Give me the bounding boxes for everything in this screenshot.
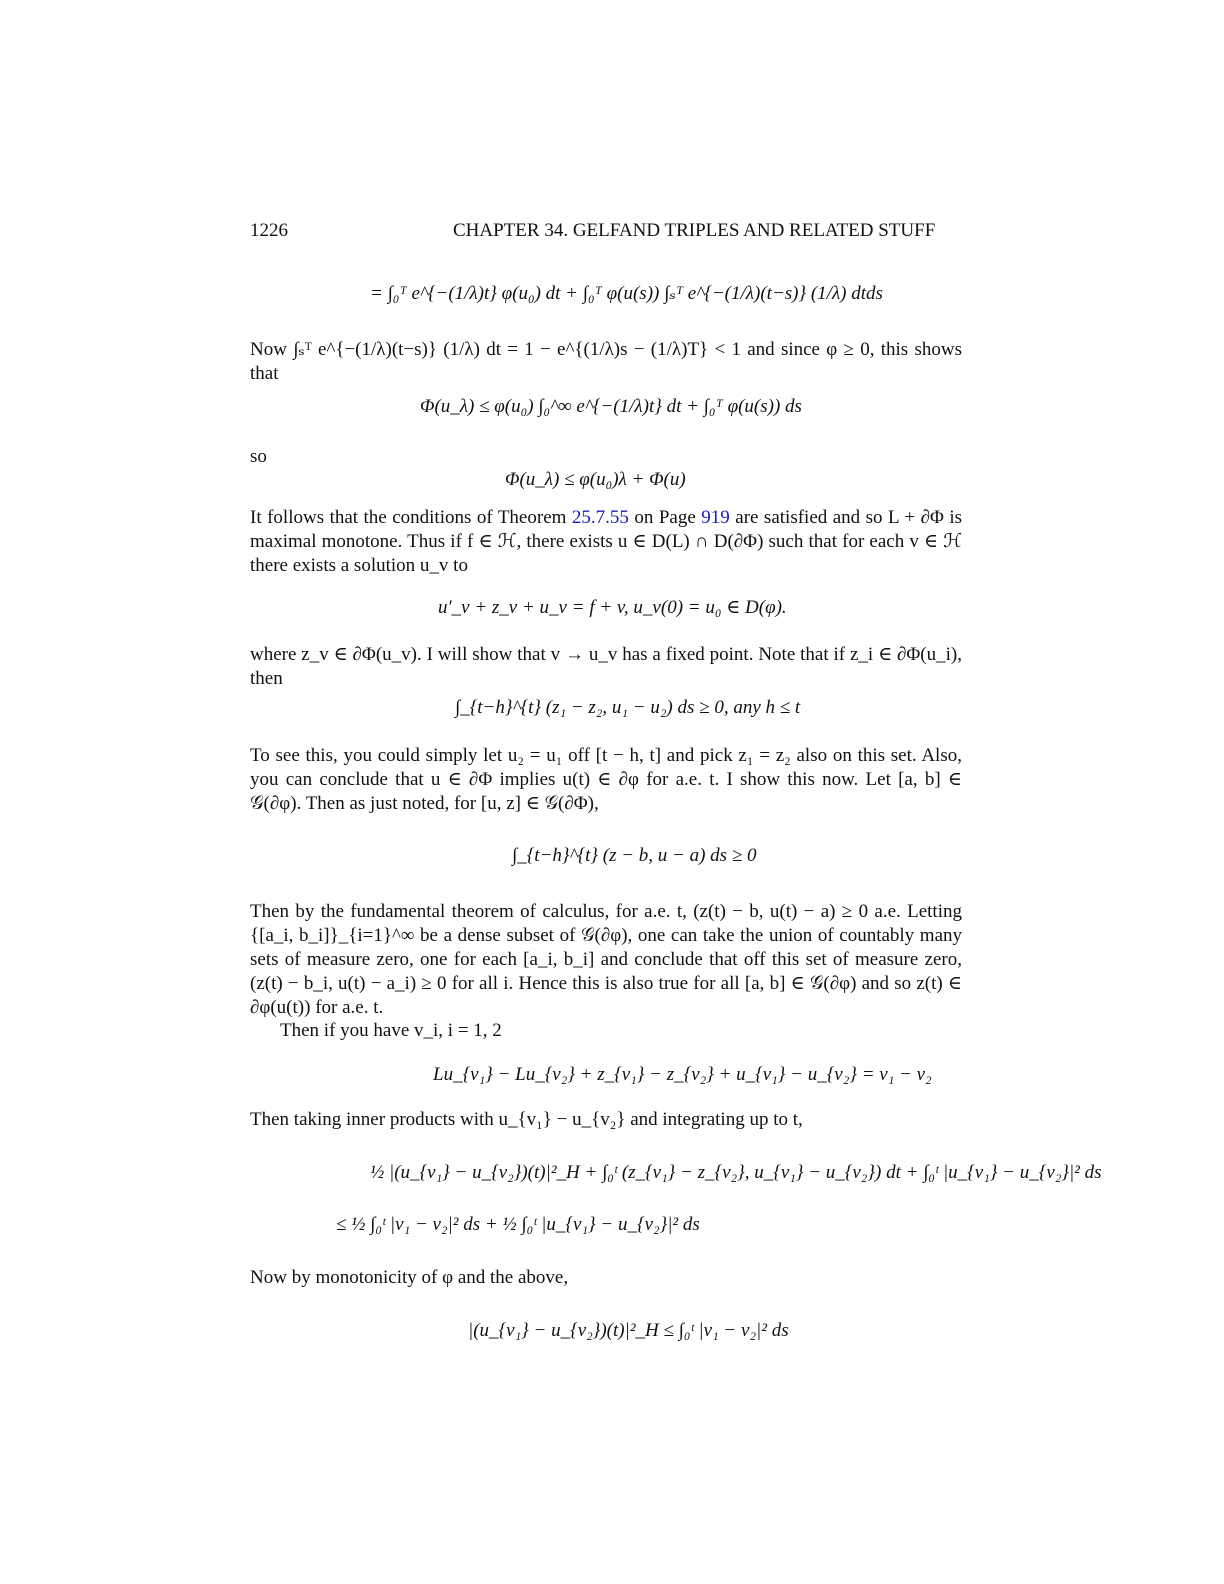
page-link[interactable]: 919 bbox=[701, 507, 730, 528]
equation-phi-lambda: Φ(u_λ) ≤ φ(u₀)λ + Φ(u) bbox=[505, 469, 686, 490]
paragraph-inner: Then taking inner products with u_{v₁} − u_{v₂} and integrating up to t, bbox=[250, 1109, 803, 1130]
paragraph-ftc: Then by the fundamental theorem of calculus, for a.e. t, (z(t) − b, u(t) − a) ≥ 0 a.e. Letting {[a_i, b_i]}_{i=1}^∞ be a dense subset of 𝒢(∂φ), one can take the union of countably many sets of measure zero, one for each [a_i, b_i] and conclude that off this set of measure zero, (z(t) − b_i, u(t) − a_i) ≥ 0 for all i. Hence this is also true for all [a, b] ∈ 𝒢(∂φ) and so z(t) ∈ ∂φ(u(t)) for a.e. t. bbox=[250, 901, 962, 1018]
equation-L: Lu_{v₁} − Lu_{v₂} + z_{v₁} − z_{v₂} + u_{v₁} − u_{v₂} = v₁ − v₂ bbox=[433, 1064, 932, 1085]
follows-text-b: on Page bbox=[634, 507, 696, 528]
equation-final: |(u_{v₁} − u_{v₂})(t)|²_H ≤ ∫₀ᵗ |v₁ − v₂|² ds bbox=[468, 1320, 789, 1341]
equation-energy-2: ≤ ½ ∫₀ᵗ |v₁ − v₂|² ds + ½ ∫₀ᵗ |u_{v₁} − u_{v₂}|² ds bbox=[336, 1214, 700, 1235]
equation-int-zb: ∫_{t−h}^{t} (z − b, u − a) ds ≥ 0 bbox=[512, 845, 757, 866]
paragraph-tosee: To see this, you could simply let u₂ = u₁ off [t − h, t] and pick z₁ = z₂ also on this set. Also, you can conclude that u ∈ ∂Φ implies u(t) ∈ ∂φ for a.e. t. I show this now. Let [a, b] ∈ 𝒢(∂φ). Then as just noted, for [u, z] ∈ 𝒢(∂Φ), bbox=[250, 745, 962, 814]
paragraph-follows bbox=[250, 506, 962, 578]
equation-ode: u′_v + z_v + u_v = f + v, u_v(0) = u₀ ∈ D(φ). bbox=[438, 597, 787, 618]
page-number: 1226 bbox=[250, 220, 288, 241]
paragraph-where: where z_v ∈ ∂Φ(u_v). I will show that v → u_v has a fixed point. Note that if z_i ∈ ∂Φ(u_i), then bbox=[250, 644, 962, 689]
word-so: so bbox=[250, 446, 267, 467]
running-title: CHAPTER 34. GELFAND TRIPLES AND RELATED STUFF bbox=[453, 220, 936, 241]
equation-phi-bound: Φ(u_λ) ≤ φ(u₀) ∫₀^∞ e^{−(1/λ)t} dt + ∫₀ᵀ φ(u(s)) ds bbox=[420, 396, 802, 417]
equation-top: = ∫₀ᵀ e^{−(1/λ)t} φ(u₀) dt + ∫₀ᵀ φ(u(s)) ∫ₛᵀ e^{−(1/λ)(t−s)} (1/λ) dtds bbox=[370, 283, 883, 304]
paragraph-mono: Now by monotonicity of φ and the above, bbox=[250, 1267, 569, 1288]
follows-text-a: It follows that the conditions of Theorem bbox=[250, 507, 567, 528]
paragraph-then-if: Then if you have v_i, i = 1, 2 bbox=[280, 1020, 502, 1041]
follows-text-c: are satisfied and so L + ∂Φ is maximal monotone. Thus if f ∈ ℋ, there exists u ∈ D(L) ∩ D(∂Φ) such that for each v ∈ ℋ there exists a solution u_v to bbox=[250, 507, 963, 576]
paragraph-now: Now ∫ₛᵀ e^{−(1/λ)(t−s)} (1/λ) dt = 1 − e^{(1/λ)s − (1/λ)T} < 1 and since φ ≥ 0, this shows that bbox=[250, 339, 962, 384]
equation-energy-1: ½ |(u_{v₁} − u_{v₂})(t)|²_H + ∫₀ᵗ (z_{v₁} − z_{v₂}, u_{v₁} − u_{v₂}) dt + ∫₀ᵗ |u_{v₁} − u_{v₂}|² ds bbox=[370, 1162, 1102, 1183]
equation-int-h: ∫_{t−h}^{t} (z₁ − z₂, u₁ − u₂) ds ≥ 0, any h ≤ t bbox=[455, 697, 801, 718]
theorem-link[interactable]: 25.7.55 bbox=[571, 507, 629, 528]
